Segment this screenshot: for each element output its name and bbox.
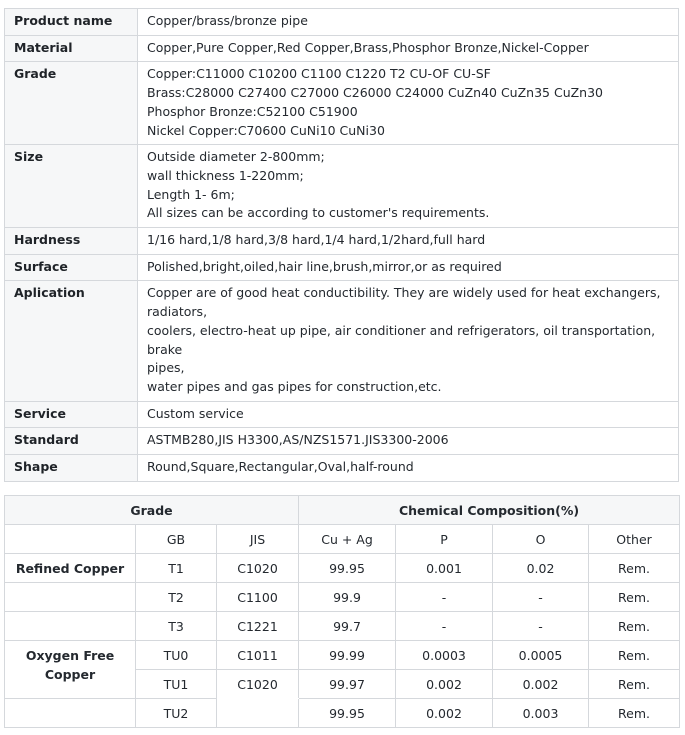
spec-value-line: ASTMB280,JIS H3300,AS/NZS1571.JIS3300-2006 <box>147 432 449 448</box>
spec-value <box>138 62 679 145</box>
cell-o: 0.0005 <box>493 641 589 670</box>
cell-jis: C1100 <box>217 583 299 612</box>
cell-gb: TU2 <box>136 699 217 728</box>
spec-value-line: Polished,bright,oiled,hair line,brush,mirror,or as required <box>147 258 502 274</box>
cell-gb: T2 <box>136 583 217 612</box>
group-spacer <box>5 699 136 728</box>
cell-other: Rem. <box>589 554 680 583</box>
spec-label: Service <box>5 401 138 428</box>
cell-jis <box>217 699 299 728</box>
spec-label: Size <box>5 145 138 228</box>
spec-row <box>5 145 679 228</box>
spec-value-line: Copper,Pure Copper,Red Copper,Brass,Phosphor Bronze,Nickel-Copper <box>147 39 589 55</box>
chemical-composition-table <box>4 495 680 728</box>
cell-other: Rem. <box>589 583 680 612</box>
spec-value <box>138 254 679 281</box>
spec-value-line: Brass:C28000 C27400 C27000 C26000 C24000 CuZn40 CuZn35 CuZn30 <box>147 85 604 101</box>
table-row <box>5 612 680 641</box>
spec-label: Surface <box>5 254 138 281</box>
cell-other: Rem. <box>589 699 680 728</box>
cell-jis: C1011 <box>217 641 299 670</box>
table-row <box>5 583 680 612</box>
spec-value-line: wall thickness 1-220mm; <box>147 167 304 183</box>
spec-value-line: radiators, <box>147 304 208 320</box>
spec-label: Material <box>5 35 138 62</box>
spec-value-line: Copper are of good heat conductibility. They are widely used for heat exchangers, <box>147 285 661 301</box>
cell-cu-ag: 99.95 <box>299 699 396 728</box>
spec-value-line: Length 1- 6m; <box>147 186 235 202</box>
spec-row <box>5 35 679 62</box>
product-spec-table <box>4 8 679 482</box>
group-label-oxygen-free-copper: Oxygen Free Copper <box>5 641 136 699</box>
cell-gb: T3 <box>136 612 217 641</box>
cell-cu-ag: 99.9 <box>299 583 396 612</box>
spec-label: Standard <box>5 428 138 455</box>
spec-value <box>138 428 679 455</box>
spec-value-line: water pipes and gas pipes for construction,etc. <box>147 378 442 394</box>
cell-cu-ag: 99.7 <box>299 612 396 641</box>
spec-row <box>5 9 679 36</box>
cell-o: 0.003 <box>493 699 589 728</box>
spec-value <box>138 145 679 228</box>
cell-o: 0.02 <box>493 554 589 583</box>
cell-other: Rem. <box>589 612 680 641</box>
spec-row <box>5 254 679 281</box>
cell-p: 0.001 <box>396 554 493 583</box>
cell-gb: TU1 <box>136 670 217 699</box>
cell-p: 0.002 <box>396 670 493 699</box>
spec-value <box>138 9 679 36</box>
cell-gb: TU0 <box>136 641 217 670</box>
spec-row <box>5 228 679 255</box>
spec-row <box>5 62 679 145</box>
cell-jis: C1020 <box>217 554 299 583</box>
group-spacer <box>5 612 136 641</box>
spec-value-line: Outside diameter 2-800mm; <box>147 149 325 165</box>
cell-jis: C1221 <box>217 612 299 641</box>
subheader-gb: GB <box>136 525 217 554</box>
cell-o: 0.002 <box>493 670 589 699</box>
spec-value-line: All sizes can be according to customer's requirements. <box>147 205 490 221</box>
cell-cu-ag: 99.97 <box>299 670 396 699</box>
grade-header: Grade <box>5 496 299 525</box>
cell-p: - <box>396 612 493 641</box>
spec-label: Hardness <box>5 228 138 255</box>
cell-p: - <box>396 583 493 612</box>
subheader-o: O <box>493 525 589 554</box>
blank-header-cell <box>5 525 136 554</box>
cell-gb: T1 <box>136 554 217 583</box>
spec-row <box>5 428 679 455</box>
cell-cu-ag: 99.99 <box>299 641 396 670</box>
cell-jis: C1020 <box>217 670 299 699</box>
spec-value-line: Nickel Copper:C70600 CuNi10 CuNi30 <box>147 122 385 138</box>
spec-label: Shape <box>5 455 138 482</box>
chemical-composition-header: Chemical Composition(%) <box>299 496 680 525</box>
spec-label: Product name <box>5 9 138 36</box>
spec-value <box>138 401 679 428</box>
spec-value-line: 1/16 hard,1/8 hard,3/8 hard,1/4 hard,1/2hard,full hard <box>147 232 486 248</box>
group-spacer <box>5 583 136 612</box>
spec-value-line: coolers, electro-heat up pipe, air conditioner and refrigerators, oil transportation, brake <box>147 322 656 357</box>
table-row <box>5 554 680 583</box>
subheader-cu-ag: Cu + Ag <box>299 525 396 554</box>
cell-o: - <box>493 583 589 612</box>
spec-row <box>5 455 679 482</box>
spec-row <box>5 281 679 401</box>
spec-value-line: Copper:C11000 C10200 C1100 C1220 T2 CU-OF CU-SF <box>147 66 491 82</box>
cell-cu-ag: 99.95 <box>299 554 396 583</box>
table-row <box>5 641 680 670</box>
subheader-other: Other <box>589 525 680 554</box>
spec-value-line: Copper/brass/bronze pipe <box>147 13 308 28</box>
cell-o: - <box>493 612 589 641</box>
spec-row <box>5 401 679 428</box>
subheader-p: P <box>396 525 493 554</box>
spec-label: Grade <box>5 62 138 145</box>
table-row <box>5 699 680 728</box>
cell-p: 0.002 <box>396 699 493 728</box>
subheader-jis: JIS <box>217 525 299 554</box>
cell-other: Rem. <box>589 641 680 670</box>
group-label-refined-copper: Refined Copper <box>5 554 136 583</box>
cell-p: 0.0003 <box>396 641 493 670</box>
spec-value <box>138 228 679 255</box>
spec-value-line: Phosphor Bronze:C52100 C51900 <box>147 103 358 119</box>
spec-value <box>138 281 679 401</box>
cell-other: Rem. <box>589 670 680 699</box>
spec-value-line: Custom service <box>147 405 244 421</box>
spec-value-line: Round,Square,Rectangular,Oval,half-round <box>147 459 414 475</box>
spec-label: Aplication <box>5 281 138 401</box>
spec-value <box>138 455 679 482</box>
spec-value <box>138 35 679 62</box>
spec-value-line: pipes, <box>147 360 185 376</box>
